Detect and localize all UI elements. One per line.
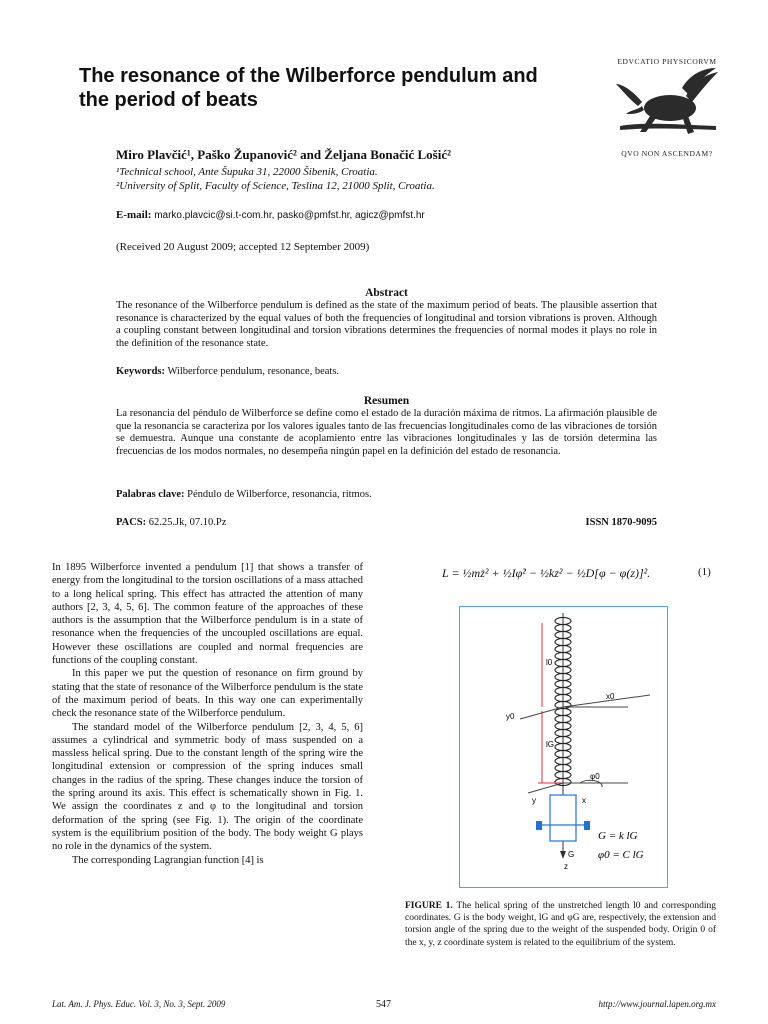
y-axis xyxy=(528,783,563,793)
footer-url: http://www.journal.lapen.org.mx xyxy=(598,999,716,1009)
author-list: Miro Plavčić¹, Paško Županović² and Željana Bonačić Lošić² xyxy=(116,147,452,162)
keywords-line xyxy=(116,366,657,377)
figure-eq-weight: G = k lG xyxy=(598,830,638,842)
abstract-text: The resonance of the Wilberforce pendulum is defined as the state of the maximum period of beats. The plausible assertion that resonance is characterized by the equal values of both the frequencies of longitudinal and torsion vibrations is proven. Although a coupling constant between longitudinal and torsion vibrations determines the frequencies of normal modes it plays no role in the definition of the resonance state. xyxy=(116,300,657,349)
pacs-line xyxy=(116,517,226,528)
journal-logo xyxy=(612,57,722,158)
resumen-heading: Resumen xyxy=(363,395,410,407)
body-paragraph: The corresponding Lagrangian function [4] is xyxy=(72,854,264,866)
logo-bottom-text: QVO NON ASCENDAM? xyxy=(621,149,713,158)
body-column-left xyxy=(52,561,363,867)
pacs-label: PACS: xyxy=(116,517,147,528)
body-paragraph: In this paper we put the question of resonance on firm ground by stating that the state of resonance of the Wilberforce pendulum is the state of the maximum period of beats. In this way one can experimentally check the resonance state of the Wilberforce pendulum. xyxy=(52,668,363,720)
footer-journal: Lat. Am. J. Phys. Educ. Vol. 3, No. 3, Sept. 2009 xyxy=(52,999,226,1009)
palabras-clave-text: Péndulo de Wilberforce, resonancia, ritmos. xyxy=(187,489,372,500)
label-l0: l0 xyxy=(546,658,553,667)
palabras-clave-label: Palabras clave: xyxy=(116,489,185,500)
suspended-body xyxy=(550,795,576,841)
figure-caption-text: The helical spring of the unstretched length l0 and corresponding coordinates. G is the body weight, lG and φG are, respectively, the extension and torsion angle of the spring due to the weight of the suspended body. Origin 0 of the x, y, z coordinate system is related to the equilibrium of the system. xyxy=(405,901,716,948)
affiliation-1: ¹Technical school, Ante Šupuka 31, 22000 Šibenik, Croatia. xyxy=(116,166,378,178)
received-dates: (Received 20 August 2009; accepted 12 September 2009) xyxy=(116,241,370,253)
spring-diagram xyxy=(460,607,667,887)
label-z: z xyxy=(564,862,568,871)
left-weight xyxy=(536,821,542,830)
label-y0: y0 xyxy=(506,712,515,721)
label-x0: x0 xyxy=(606,692,615,701)
figure-caption-label: FIGURE 1. xyxy=(405,901,453,911)
phi0-arc xyxy=(580,780,602,787)
abstract-heading: Abstract xyxy=(365,287,408,299)
figure-caption xyxy=(405,900,716,949)
resumen-text: La resonancia del péndulo de Wilberforce se define como el estado de la duración máxima de ritmos. La afirmación plausible de que la resonancia se caracteriza por los valores iguales tanto de las frecuencias longitudinales como de las vibraciones de torsión se demuestra. Aunque una constante de acoplamiento entre las vibraciones longitudinales y las de torsión determina las frecuencias de los modos normales, no desempeña ningún papel en la definición del estado de resonancia. xyxy=(116,408,657,457)
lagrangian-equation: L = ½mż² + ½Iφ̇² − ½kz² − ½D[φ − φ(z)]². xyxy=(442,566,651,580)
pacs-codes: 62.25.Jk, 07.10.Pz xyxy=(148,517,227,528)
body-paragraph: The standard model of the Wilberforce pendulum [2, 3, 4, 5, 6] assumes a cylindrical and symmetric body of mass suspended on a massless helical spring. Due to the constant length of the spring wire the longitudinal extension or compression of the spring induces small changes in the radius of the spring. These changes induce the torsion of the spring around its axis. This effect is schematically shown in Fig. 1. We assign the coordinates z and φ to the longitudinal and torsion deformation of the spring (see Fig. 1). The origin of the coordinate system is the equilibrium position of the body. The body weight G plays no role in the dynamics of the system. xyxy=(52,721,363,853)
keywords-label: Keywords: xyxy=(116,366,165,377)
email-addresses: marko.plavcic@si.t-com.hr, pasko@pmfst.hr, agicz@pmfst.hr xyxy=(154,210,425,221)
palabras-clave-line xyxy=(116,489,657,500)
footer-page-number: 547 xyxy=(376,999,391,1010)
label-G: G xyxy=(568,850,575,859)
issn: ISSN 1870-9095 xyxy=(585,517,657,528)
pegasus-emblem-icon xyxy=(612,66,722,142)
label-phi0: φ0 xyxy=(590,772,600,781)
z-axis-arrowhead xyxy=(560,851,566,859)
label-x: x xyxy=(582,796,586,805)
figure-eq-torsion: φ0 = C lG xyxy=(598,849,644,861)
paper-title: The resonance of the Wilberforce pendulum and the period of beats xyxy=(79,65,538,111)
label-lG: lG xyxy=(546,740,554,749)
label-y: y xyxy=(532,796,536,805)
keywords-text: Wilberforce pendulum, resonance, beats. xyxy=(167,366,340,377)
logo-top-text: EDVCATIO PHYSICORVM xyxy=(617,57,717,66)
email-label: E-mail: xyxy=(116,209,152,221)
affiliation-2: ²University of Split, Faculty of Science, Teslina 12, 21000 Split, Croatia. xyxy=(116,180,435,192)
figure-1 xyxy=(459,606,668,888)
right-weight xyxy=(584,821,590,830)
email-line xyxy=(116,209,425,221)
equation-number: (1) xyxy=(698,566,711,578)
body-paragraph: In 1895 Wilberforce invented a pendulum [1] that shows a transfer of energy from the longitudinal to the torsion oscillations of a mass attached to a long helical spring. This effect has attracted the attention of many authors [2, 3, 4, 5, 6]. The common feature of the approaches of these authors is the assumption that the Wilberforce pendulum is in a state of resonance when the frequencies of the uncoupled oscillations are equal. However these oscillations are coupled and normal frequencies are functions of the coupling constant. xyxy=(52,562,363,667)
